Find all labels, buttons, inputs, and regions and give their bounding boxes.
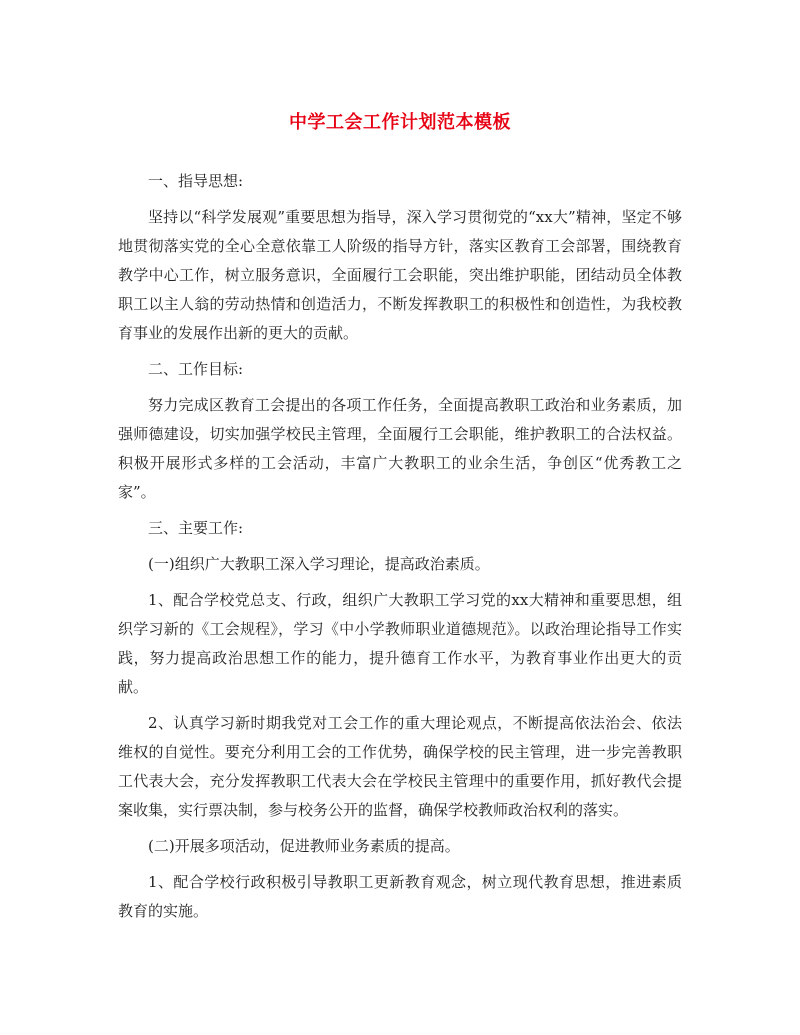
paragraph: 坚持以“科学发展观”重要思想为指导，深入学习贯彻党的“xx大”精神，坚定不够地贯彻落实党的全心全意依靠工人阶级的指导方针，落实区教育工会部署，围绕教育教学中心工作，树立服务意识，全面履行工会职能，突出维护职能，团结动员全体教职工以主人翁的劳动热情和创造活力，不断发挥教职工的积极性和创造性，为我校教育事业的发展作出新的更大的贡献。 — [118, 208, 682, 342]
document-title: 中学工会工作计划范本模板 — [289, 112, 511, 133]
paragraph: 2、认真学习新时期我党对工会工作的重大理论观点，不断提高依法治会、依法维权的自觉性。要充分利用工会的工作优势，确保学校的民主管理，进一步完善教职工代表大会，充分发挥教职工代表大会在学校民主管理中的重要作用，抓好教代会提案收集，实行票决制，参与校务公开的监督，确保学校教师政治权利的落实。 — [118, 714, 682, 819]
document-body — [118, 167, 682, 926]
paragraph: 1、配合学校行政积极引导教职工更新教育观念，树立现代教育思想，推进素质教育的实施。 — [118, 873, 682, 920]
section-heading-main-work: 三、主要工作: — [148, 519, 244, 537]
section-heading-guiding-ideology: 一、指导思想: — [148, 172, 244, 190]
subsection-heading: (二)开展多项活动，促进教师业务素质的提高。 — [148, 837, 460, 855]
paragraph: 1、配合学校党总支、行政，组织广大教职工学习党的xx大精神和重要思想，组织学习新的《工会规程》，学习《中小学教师职业道德规范》。以政治理论指导工作实践，努力提高政治思想工作的能力，提升德育工作水平，为教育事业作出更大的贡献。 — [118, 591, 682, 696]
paragraph: 努力完成区教育工会提出的各项工作任务，全面提高教职工政治和业务素质，加强师德建设，切实加强学校民主管理，全面履行工会职能，维护教职工的合法权益。积极开展形式多样的工会活动，丰富广大教职工的业余生活，争创区“优秀教工之家”。 — [118, 396, 682, 501]
section-heading-work-goals: 二、工作目标: — [148, 360, 244, 378]
subsection-heading: (一)组织广大教职工深入学习理论，提高政治素质。 — [148, 555, 490, 573]
